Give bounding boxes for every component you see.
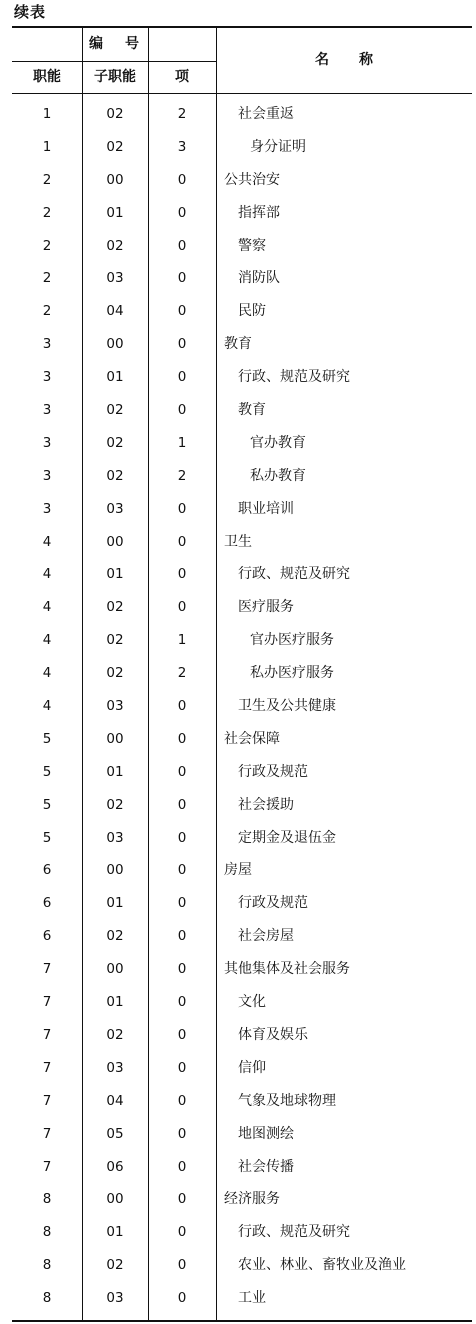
table-row: [12, 1118, 472, 1151]
sub-function-code-cell: 04: [106, 303, 124, 320]
function-code-cell: 3: [42, 467, 52, 484]
sub-function-code-cell: 01: [106, 994, 124, 1011]
table-row: [12, 591, 472, 624]
sub-function-code-cell: 03: [106, 1059, 124, 1076]
sub-function-code-cell: 02: [106, 665, 124, 682]
sub-function-code-cell: 03: [106, 500, 124, 517]
item-code-cell: 0: [177, 566, 187, 583]
item-code-cell: 0: [177, 204, 187, 221]
table-row: [12, 197, 472, 230]
sub-function-code-cell: 06: [106, 1158, 124, 1175]
table-row: [12, 756, 472, 789]
function-code-cell: 5: [42, 730, 52, 747]
table-row: [12, 789, 472, 822]
table-row: [12, 526, 472, 559]
function-code-cell: 4: [42, 599, 52, 616]
item-code-cell: 0: [177, 961, 187, 978]
sub-function-code-cell: 01: [106, 566, 124, 583]
name-cell: 教育: [238, 402, 266, 419]
table-row: [12, 394, 472, 427]
function-code-cell: 5: [42, 829, 52, 846]
function-code-cell: 7: [42, 1059, 52, 1076]
sub-function-code-cell: 01: [106, 204, 124, 221]
sub-function-code-cell: 00: [106, 862, 124, 879]
name-cell: 行政、规范及研究: [238, 1224, 350, 1241]
name-cell: 公共治安: [224, 171, 280, 188]
function-code-cell: 2: [42, 237, 52, 254]
item-code-cell: 0: [177, 1290, 187, 1307]
name-cell: 信仰: [238, 1059, 266, 1076]
item-code-cell: 2: [177, 665, 187, 682]
function-code-cell: 4: [42, 698, 52, 715]
sub-function-code-cell: 00: [106, 961, 124, 978]
table-row: [12, 427, 472, 460]
function-code-cell: 6: [42, 862, 52, 879]
table-row: [12, 953, 472, 986]
header-bottom-rule: [12, 93, 472, 94]
sub-function-code-cell: 02: [106, 1257, 124, 1274]
name-cell: 社会房屋: [238, 928, 294, 945]
item-code-cell: 0: [177, 698, 187, 715]
name-cell: 身分证明: [250, 138, 306, 155]
header-function: 职能: [33, 69, 61, 85]
function-code-cell: 1: [42, 138, 52, 155]
item-code-cell: 0: [177, 829, 187, 846]
function-code-cell: 8: [42, 1191, 52, 1208]
item-code-cell: 0: [177, 1158, 187, 1175]
sub-function-code-cell: 02: [106, 1026, 124, 1043]
function-code-cell: 4: [42, 665, 52, 682]
function-code-cell: 5: [42, 796, 52, 813]
item-code-cell: 0: [177, 533, 187, 550]
name-cell: 行政、规范及研究: [238, 369, 350, 386]
item-code-cell: 0: [177, 1224, 187, 1241]
name-cell: 社会保障: [224, 730, 280, 747]
sub-function-code-cell: 02: [106, 632, 124, 649]
name-cell: 卫生: [224, 533, 252, 550]
function-code-cell: 3: [42, 434, 52, 451]
table-row: [12, 361, 472, 394]
sub-function-code-cell: 02: [106, 106, 124, 122]
sub-function-code-cell: 02: [106, 928, 124, 945]
name-cell: 文化: [238, 994, 266, 1011]
sub-function-code-cell: 04: [106, 1092, 124, 1109]
sub-function-code-cell: 02: [106, 796, 124, 813]
table-row: [12, 920, 472, 953]
name-cell: 行政及规范: [238, 895, 308, 912]
name-cell: 医疗服务: [238, 599, 294, 616]
table-row: [12, 1249, 472, 1282]
item-code-cell: 0: [177, 402, 187, 419]
sub-function-code-cell: 03: [106, 1290, 124, 1307]
name-cell: 官办医疗服务: [250, 632, 334, 649]
table-row: [12, 328, 472, 361]
table-row: [12, 624, 472, 657]
item-code-cell: 0: [177, 763, 187, 780]
table-row: [12, 1216, 472, 1249]
header-sub-function: 子职能: [94, 69, 136, 85]
function-code-cell: 2: [42, 270, 52, 287]
function-code-cell: 3: [42, 500, 52, 517]
table-row: [12, 460, 472, 493]
name-cell: 行政及规范: [238, 763, 308, 780]
function-code-cell: 7: [42, 1158, 52, 1175]
item-code-cell: 0: [177, 336, 187, 353]
name-cell: 卫生及公共健康: [238, 698, 336, 715]
item-code-cell: 1: [177, 434, 187, 451]
table-row: [12, 493, 472, 526]
name-cell: 职业培训: [238, 500, 294, 517]
table-row: [12, 131, 472, 164]
sub-function-code-cell: 05: [106, 1125, 124, 1142]
item-code-cell: 0: [177, 1059, 187, 1076]
table-row: [12, 164, 472, 197]
function-code-cell: 2: [42, 204, 52, 221]
item-code-cell: 0: [177, 862, 187, 879]
function-code-cell: 1: [42, 106, 52, 122]
table-row: [12, 1052, 472, 1085]
name-cell: 农业、林业、畜牧业及渔业: [238, 1257, 406, 1274]
name-cell: 定期金及退伍金: [238, 829, 336, 846]
sub-function-code-cell: 02: [106, 237, 124, 254]
function-code-cell: 4: [42, 632, 52, 649]
function-code-cell: 5: [42, 763, 52, 780]
table-body: [12, 98, 472, 1315]
table-row: [12, 822, 472, 855]
function-code-cell: 7: [42, 994, 52, 1011]
name-cell: 社会传播: [238, 1158, 294, 1175]
table-row: [12, 854, 472, 887]
sub-function-code-cell: 01: [106, 1224, 124, 1241]
name-cell: 房屋: [224, 862, 252, 879]
sub-function-code-cell: 00: [106, 533, 124, 550]
table-row: [12, 986, 472, 1019]
table-caption: 续表: [14, 3, 47, 21]
sub-function-code-cell: 03: [106, 698, 124, 715]
item-code-cell: 0: [177, 1191, 187, 1208]
name-cell: 消防队: [238, 270, 280, 287]
item-code-cell: 0: [177, 500, 187, 517]
item-code-cell: 3: [177, 138, 187, 155]
table-row: [12, 887, 472, 920]
sub-function-code-cell: 03: [106, 829, 124, 846]
item-code-cell: 0: [177, 1257, 187, 1274]
sub-function-code-cell: 02: [106, 402, 124, 419]
function-code-cell: 7: [42, 961, 52, 978]
table-row: [12, 295, 472, 328]
function-code-cell: 6: [42, 928, 52, 945]
function-code-cell: 8: [42, 1257, 52, 1274]
item-code-cell: 0: [177, 1026, 187, 1043]
sub-function-code-cell: 00: [106, 336, 124, 353]
name-cell: 行政、规范及研究: [238, 566, 350, 583]
item-code-cell: 1: [177, 632, 187, 649]
item-code-cell: 0: [177, 599, 187, 616]
function-code-cell: 3: [42, 336, 52, 353]
name-cell: 社会重返: [238, 106, 294, 122]
function-code-cell: 2: [42, 171, 52, 188]
item-code-cell: 0: [177, 369, 187, 386]
name-cell: 社会援助: [238, 796, 294, 813]
sub-function-code-cell: 00: [106, 730, 124, 747]
table-row: [12, 98, 472, 131]
sub-function-code-cell: 02: [106, 467, 124, 484]
table-row: [12, 1151, 472, 1184]
item-code-cell: 0: [177, 270, 187, 287]
item-code-cell: 0: [177, 303, 187, 320]
sub-function-code-cell: 01: [106, 763, 124, 780]
function-code-cell: 7: [42, 1026, 52, 1043]
function-code-cell: 8: [42, 1224, 52, 1241]
name-cell: 经济服务: [224, 1191, 280, 1208]
header-code-group: 编号: [89, 36, 161, 52]
sub-function-code-cell: 02: [106, 434, 124, 451]
sub-function-code-cell: 02: [106, 138, 124, 155]
function-code-cell: 3: [42, 369, 52, 386]
function-code-cell: 6: [42, 895, 52, 912]
function-code-cell: 4: [42, 533, 52, 550]
item-code-cell: 0: [177, 237, 187, 254]
table-row: [12, 262, 472, 295]
table-row: [12, 230, 472, 263]
name-cell: 教育: [224, 336, 252, 353]
function-code-cell: 3: [42, 402, 52, 419]
item-code-cell: 2: [177, 106, 187, 122]
function-code-cell: 7: [42, 1125, 52, 1142]
name-cell: 其他集体及社会服务: [224, 961, 350, 978]
name-cell: 民防: [238, 303, 266, 320]
item-code-cell: 0: [177, 796, 187, 813]
function-code-cell: 4: [42, 566, 52, 583]
item-code-cell: 0: [177, 730, 187, 747]
table-row: [12, 723, 472, 756]
table-row: [12, 1183, 472, 1216]
name-cell: 官办教育: [250, 434, 306, 451]
table-row: [12, 657, 472, 690]
function-code-cell: 8: [42, 1290, 52, 1307]
sub-function-code-cell: 01: [106, 369, 124, 386]
item-code-cell: 2: [177, 467, 187, 484]
name-cell: 地图测绘: [238, 1125, 294, 1142]
sub-function-code-cell: 00: [106, 171, 124, 188]
header-item: 项: [175, 69, 189, 85]
sub-function-code-cell: 01: [106, 895, 124, 912]
table-row: [12, 558, 472, 591]
sub-function-code-cell: 00: [106, 1191, 124, 1208]
name-cell: 指挥部: [238, 204, 280, 221]
name-cell: 私办教育: [250, 467, 306, 484]
item-code-cell: 0: [177, 928, 187, 945]
item-code-cell: 0: [177, 1125, 187, 1142]
name-cell: 工业: [238, 1290, 266, 1307]
function-code-cell: 2: [42, 303, 52, 320]
function-code-table: [12, 26, 472, 1322]
table-row: [12, 1085, 472, 1118]
table-row: [12, 1019, 472, 1052]
name-cell: 体育及娱乐: [238, 1026, 308, 1043]
item-code-cell: 0: [177, 994, 187, 1011]
header-name: 名称: [315, 52, 403, 68]
item-code-cell: 0: [177, 171, 187, 188]
item-code-cell: 0: [177, 895, 187, 912]
item-code-cell: 0: [177, 1092, 187, 1109]
function-code-cell: 7: [42, 1092, 52, 1109]
name-cell: 私办医疗服务: [250, 665, 334, 682]
sub-function-code-cell: 02: [106, 599, 124, 616]
sub-function-code-cell: 03: [106, 270, 124, 287]
name-cell: 气象及地球物理: [238, 1092, 336, 1109]
name-cell: 警察: [238, 237, 266, 254]
table-row: [12, 1282, 472, 1315]
table-row: [12, 690, 472, 723]
